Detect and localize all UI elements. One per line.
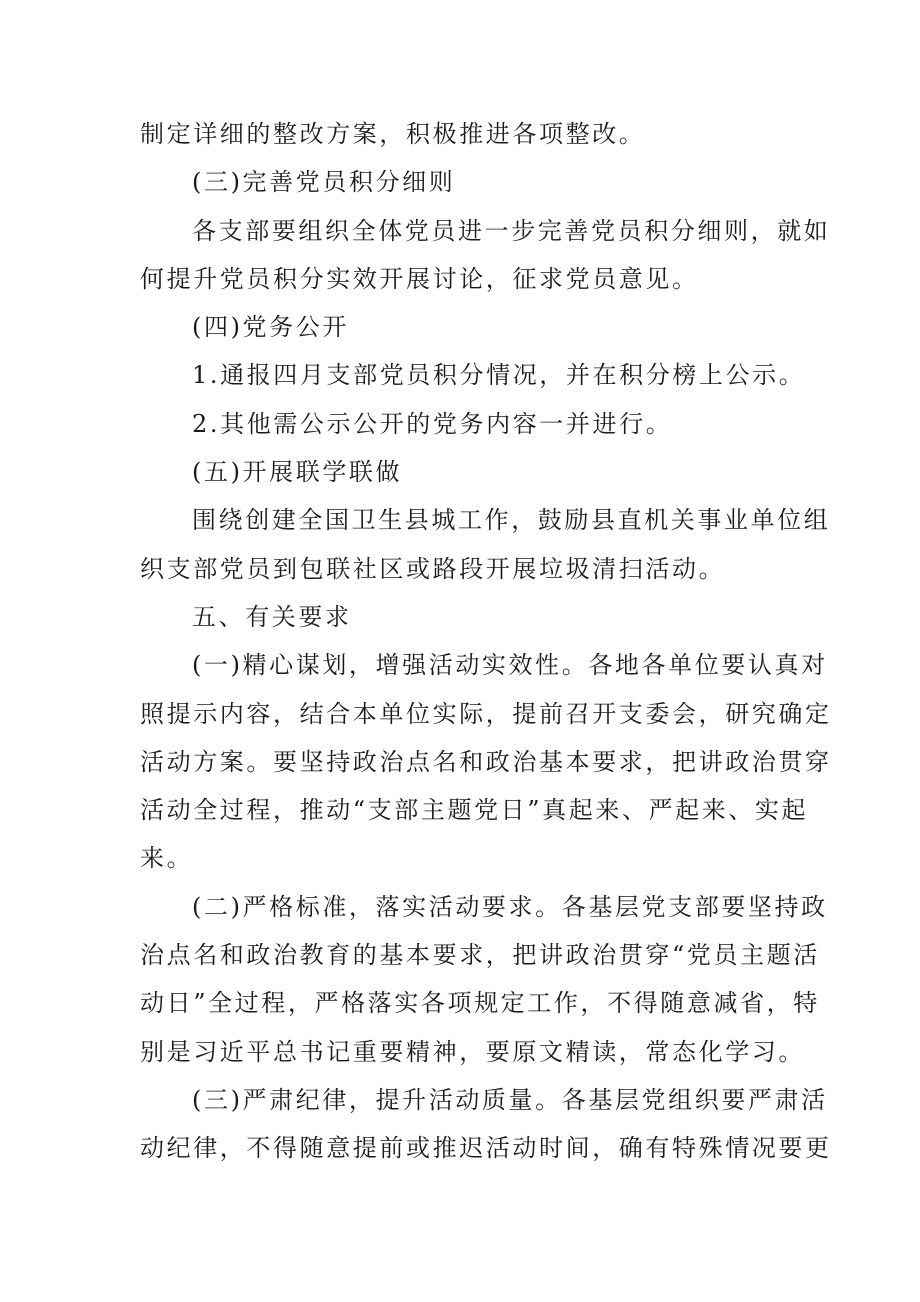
text-line: 各支部要组织全体党员进一步完善党员积分细则，就如 [192, 216, 831, 245]
text-line: (三)严肃纪律，提升活动质量。各基层党组织要严肃活 [192, 1085, 828, 1114]
text-line: 动日”全过程，严格落实各项规定工作，不得随意减省，特 [140, 989, 820, 1018]
text-line: 何提升党员积分实效开展讨论，征求党员意见。 [140, 264, 699, 293]
text-line: 活动方案。要坚持政治点名和政治基本要求，把讲政治贯穿 [140, 747, 832, 776]
document-body [140, 110, 832, 1173]
text-line: 来。 [140, 844, 194, 873]
text-line: (一)精心谋划，增强活动实效性。各地各单位要认真对 [192, 651, 828, 680]
text-line: 动纪律，不得随意提前或推迟活动时间，确有特殊情况要更 [140, 1134, 832, 1163]
section-heading: (四)党务公开 [192, 313, 349, 342]
text-line: 围绕创建全国卫生县城工作，鼓励县直机关事业单位组 [192, 506, 831, 535]
chapter-heading: 五、有关要求 [192, 602, 352, 631]
text-line: 活动全过程，推动“支部主题党日”真起来、严起来、实起 [140, 796, 809, 825]
text-line: 别是习近平总书记重要精神，要原文精读，常态化学习。 [140, 1037, 805, 1066]
list-item: 1.通报四月支部党员积分情况，并在积分榜上公示。 [192, 361, 806, 390]
text-line: (二)严格标准，落实活动要求。各基层党支部要坚持政 [192, 892, 828, 921]
section-heading: (五)开展联学联做 [192, 458, 403, 487]
list-item: 2.其他需公示公开的党务内容一并进行。 [192, 409, 673, 438]
text-line: 织支部党员到包联社区或路段开展垃圾清扫活动。 [140, 554, 726, 583]
text-line: 治点名和政治教育的基本要求，把讲政治贯穿“党员主题活 [140, 941, 820, 970]
text-line: 照提示内容，结合本单位实际，提前召开支委会，研究确定 [140, 699, 832, 728]
section-heading: (三)完善党员积分细则 [192, 168, 456, 197]
text-line: 制定详细的整改方案，积极推进各项整改。 [140, 120, 646, 148]
